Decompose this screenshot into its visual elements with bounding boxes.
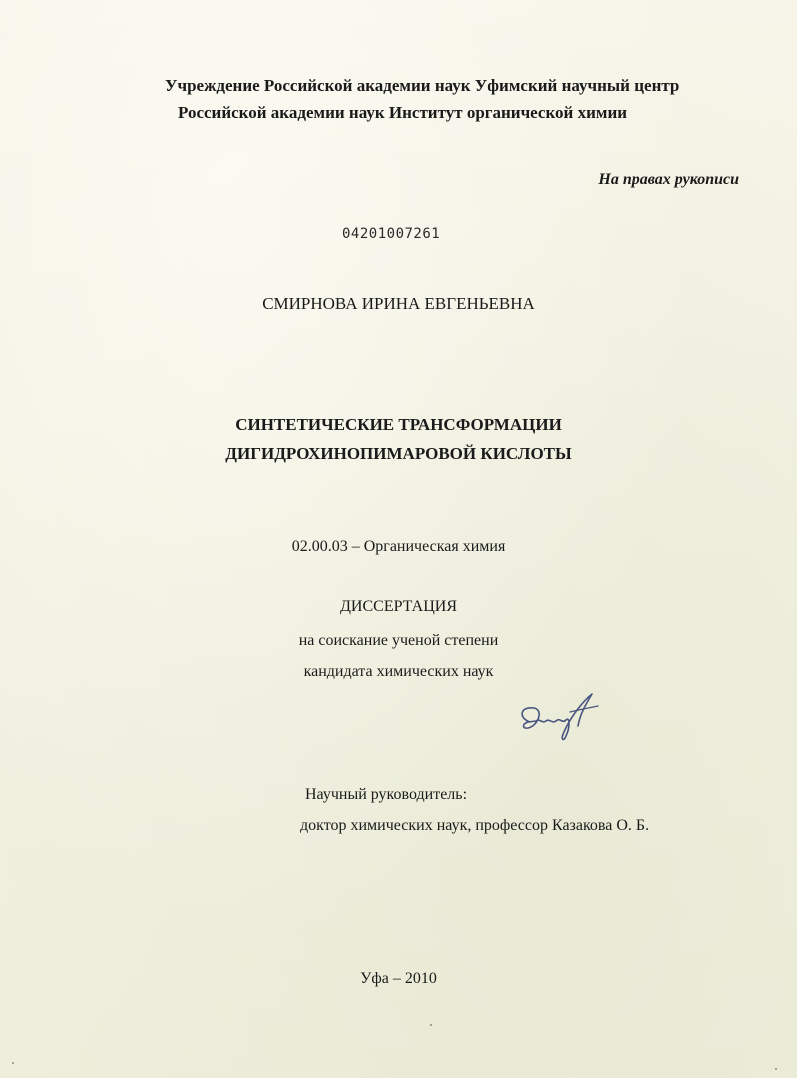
paper-speck [430, 1024, 432, 1026]
author-name: СМИРНОВА ИРИНА ЕВГЕНЬЕВНА [262, 294, 535, 313]
supervisor-name: доктор химических наук, профессор Казакова О. Б. [300, 817, 650, 834]
degree-line-2: кандидата химических наук [303, 663, 494, 680]
paper-speck [12, 1062, 14, 1064]
manuscript-note: На правах рукописи [598, 171, 739, 188]
catalog-code: 04201007261 [342, 226, 441, 242]
dissertation-title-line-2: ДИГИДРОХИНОПИМАРОВОЙ КИСЛОТЫ [225, 444, 572, 463]
specialty-code: 02.00.03 – Органическая химия [291, 538, 506, 555]
degree-type: ДИССЕРТАЦИЯ [340, 598, 457, 615]
paper-speck [775, 1068, 777, 1070]
institution-line-1: Учреждение Российской академии наук Уфимский научный центр [165, 76, 680, 95]
institution-line-2: Российской академии наук Институт органической химии [178, 103, 628, 122]
city-year: Уфа – 2010 [360, 970, 437, 987]
signature-icon [508, 688, 604, 746]
supervisor-label: Научный руководитель: [305, 786, 468, 803]
degree-line-1: на соискание ученой степени [298, 632, 499, 649]
dissertation-title-line-1: СИНТЕТИЧЕСКИЕ ТРАНСФОРМАЦИИ [235, 415, 562, 434]
